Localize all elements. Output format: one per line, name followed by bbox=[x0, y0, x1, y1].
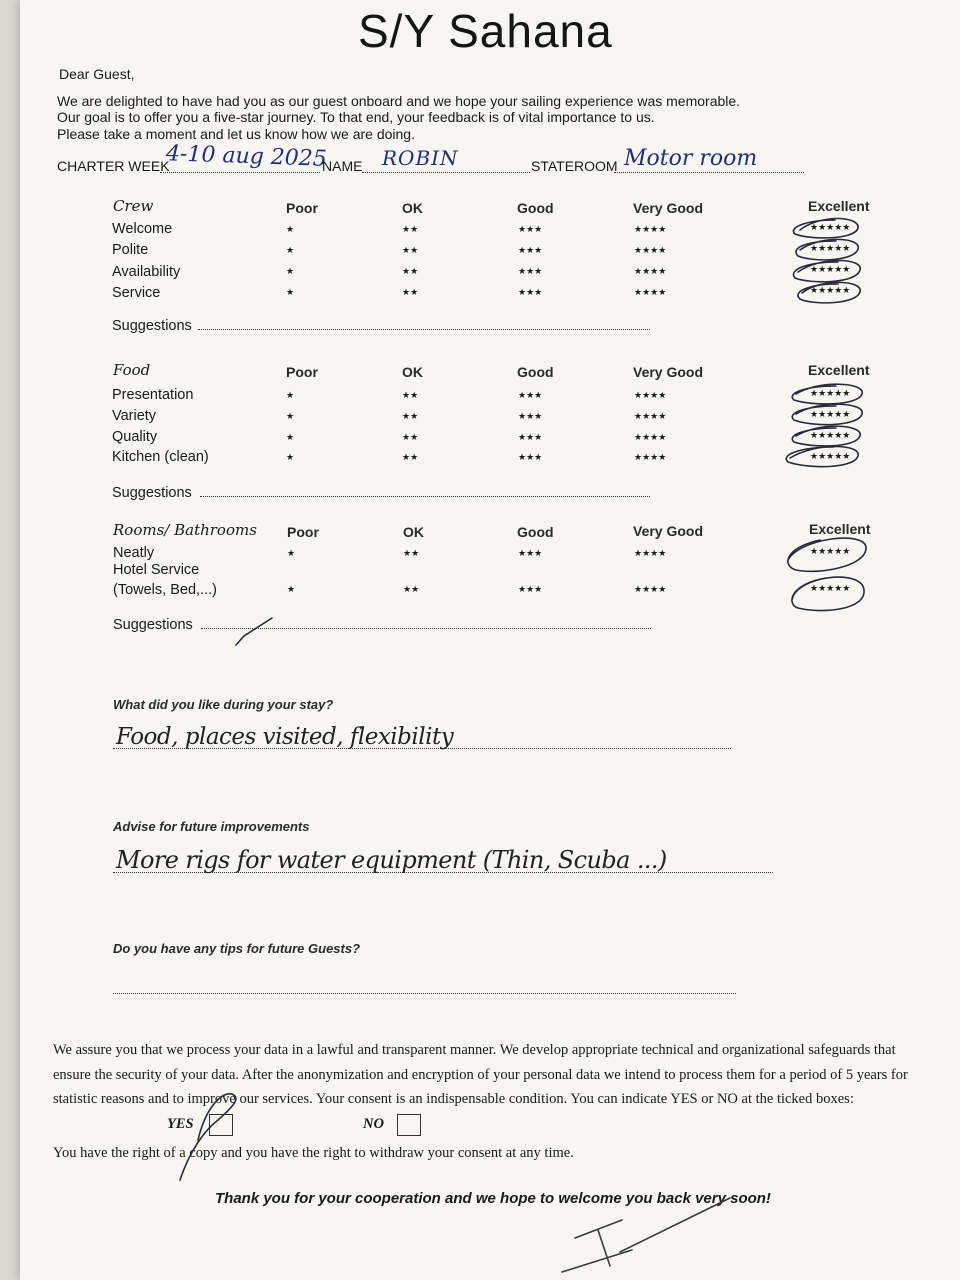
rooms-item-hotel-service: Hotel Service bbox=[113, 562, 200, 578]
legal-line-4: You have the right of a copy and you have the right to withdraw your consent at any time. bbox=[53, 1145, 574, 1161]
tips-answer-line[interactable] bbox=[113, 993, 736, 994]
rooms-item-neatly: Neatly bbox=[113, 545, 155, 561]
greeting: Dear Guest, bbox=[59, 66, 135, 82]
tips-question-label: Do you have any tips for future Guests? bbox=[113, 941, 361, 956]
star-option-good[interactable]: ★★★ bbox=[518, 584, 543, 594]
star-option-ok[interactable]: ★★ bbox=[402, 411, 419, 421]
star-option-good[interactable]: ★★★ bbox=[518, 245, 543, 255]
star-option-very-good[interactable]: ★★★★ bbox=[634, 452, 667, 462]
food-item-kitchen: Kitchen (clean) bbox=[112, 449, 209, 465]
liked-question-label: What did you like during your stay? bbox=[113, 697, 334, 712]
star-option-poor[interactable]: ★ bbox=[286, 266, 295, 276]
star-option-very-good[interactable]: ★★★★ bbox=[634, 390, 667, 400]
food-section-title: Food bbox=[113, 361, 151, 379]
star-option-very-good[interactable]: ★★★★ bbox=[634, 584, 667, 594]
rooms-suggestions-field[interactable] bbox=[201, 628, 651, 629]
food-header-poor: Poor bbox=[286, 364, 318, 380]
yacht-title: S/Y Sahana bbox=[358, 5, 613, 57]
star-option-very-good[interactable]: ★★★★ bbox=[634, 411, 667, 421]
food-header-very-good: Very Good bbox=[633, 364, 704, 380]
star-option-good[interactable]: ★★★ bbox=[518, 390, 543, 400]
rooms-header-poor: Poor bbox=[287, 524, 319, 540]
star-option-ok[interactable]: ★★ bbox=[403, 584, 420, 594]
crew-item-polite: Polite bbox=[112, 242, 149, 258]
closing-message: Thank you for your cooperation and we hope to welcome you back very soon! bbox=[215, 1190, 771, 1207]
star-option-excellent[interactable]: ★★★★★ bbox=[810, 243, 851, 253]
star-option-ok[interactable]: ★★ bbox=[402, 266, 419, 276]
intro-line-3: Please take a moment and let us know how we are doing. bbox=[57, 126, 415, 142]
charter-week-label: CHARTER WEEK bbox=[57, 158, 170, 174]
star-option-poor[interactable]: ★ bbox=[286, 287, 295, 297]
star-option-poor[interactable]: ★ bbox=[286, 452, 295, 462]
legal-line-1: We assure you that we process your data in a lawful and transparent manner. We develop appropriate technical and organizational safeguards that bbox=[53, 1042, 896, 1058]
food-item-quality: Quality bbox=[112, 429, 158, 445]
crew-section-title: Crew bbox=[113, 197, 154, 215]
crew-header-very-good: Very Good bbox=[633, 200, 704, 216]
rooms-header-very-good: Very Good bbox=[633, 523, 704, 539]
intro-line-2: Our goal is to offer you a five-star journey. To that end, your feedback is of vital importance to us. bbox=[57, 109, 655, 125]
star-option-excellent[interactable]: ★★★★★ bbox=[810, 430, 851, 440]
food-suggestions-field[interactable] bbox=[200, 496, 650, 497]
food-header-ok: OK bbox=[402, 364, 423, 380]
rooms-item-towels-bed: (Towels, Bed,...) bbox=[113, 582, 217, 598]
star-option-poor[interactable]: ★ bbox=[286, 245, 295, 255]
consent-no-label: NO bbox=[363, 1116, 384, 1132]
food-suggestions-label: Suggestions bbox=[112, 485, 192, 501]
star-option-good[interactable]: ★★★ bbox=[518, 411, 543, 421]
liked-answer[interactable]: Food, places visited, flexibility bbox=[116, 724, 454, 750]
feedback-form-sheet bbox=[20, 0, 960, 1280]
star-option-poor[interactable]: ★ bbox=[287, 548, 296, 558]
star-option-excellent[interactable]: ★★★★★ bbox=[810, 388, 851, 398]
advise-question-label: Advise for future improvements bbox=[113, 819, 310, 834]
food-item-presentation: Presentation bbox=[112, 387, 194, 403]
star-option-excellent[interactable]: ★★★★★ bbox=[810, 222, 851, 232]
charter-week-value[interactable]: 4-10 aug 2025 bbox=[165, 141, 328, 172]
food-header-good: Good bbox=[517, 364, 554, 380]
star-option-good[interactable]: ★★★ bbox=[518, 266, 543, 276]
name-value[interactable]: ROBIN bbox=[382, 146, 459, 170]
star-option-ok[interactable]: ★★ bbox=[402, 432, 419, 442]
star-option-poor[interactable]: ★ bbox=[286, 390, 295, 400]
crew-header-excellent: Excellent bbox=[808, 198, 870, 214]
star-option-good[interactable]: ★★★ bbox=[518, 432, 543, 442]
rooms-header-excellent: Excellent bbox=[809, 521, 871, 537]
star-option-good[interactable]: ★★★ bbox=[518, 452, 543, 462]
star-option-excellent[interactable]: ★★★★★ bbox=[810, 583, 851, 593]
intro-line-1: We are delighted to have had you as our guest onboard and we hope your sailing experience was memorable. bbox=[57, 93, 741, 109]
food-item-variety: Variety bbox=[112, 408, 157, 424]
crew-item-availability: Availability bbox=[112, 264, 181, 280]
crew-suggestions-field[interactable] bbox=[198, 329, 650, 330]
stateroom-value[interactable]: Motor room bbox=[624, 146, 758, 171]
rooms-section-title: Rooms/ Bathrooms bbox=[113, 521, 257, 539]
rooms-suggestions-label: Suggestions bbox=[113, 617, 193, 633]
star-option-ok[interactable]: ★★ bbox=[402, 287, 419, 297]
rooms-header-ok: OK bbox=[403, 524, 424, 540]
star-option-very-good[interactable]: ★★★★ bbox=[634, 266, 667, 276]
star-option-good[interactable]: ★★★ bbox=[518, 287, 543, 297]
star-option-poor[interactable]: ★ bbox=[286, 411, 295, 421]
star-option-ok[interactable]: ★★ bbox=[402, 245, 419, 255]
consent-no-checkbox[interactable] bbox=[397, 1114, 421, 1136]
star-option-ok[interactable]: ★★ bbox=[402, 390, 419, 400]
crew-header-poor: Poor bbox=[286, 200, 318, 216]
star-option-ok[interactable]: ★★ bbox=[402, 224, 419, 234]
star-option-very-good[interactable]: ★★★★ bbox=[634, 224, 667, 234]
star-option-very-good[interactable]: ★★★★ bbox=[634, 432, 667, 442]
crew-header-ok: OK bbox=[402, 200, 423, 216]
star-option-excellent[interactable]: ★★★★★ bbox=[810, 546, 851, 556]
star-option-excellent[interactable]: ★★★★★ bbox=[810, 264, 851, 274]
star-option-excellent[interactable]: ★★★★★ bbox=[810, 285, 851, 295]
star-option-ok[interactable]: ★★ bbox=[403, 548, 420, 558]
legal-line-2: ensure the security of your data. After the anonymization and encryption of your personal data we intend to process them for a period of 5 years for bbox=[53, 1067, 908, 1083]
star-option-poor[interactable]: ★ bbox=[286, 432, 295, 442]
star-option-very-good[interactable]: ★★★★ bbox=[634, 245, 667, 255]
crew-suggestions-label: Suggestions bbox=[112, 318, 192, 334]
stateroom-label: STATEROOM bbox=[531, 158, 618, 174]
consent-yes-label: YES bbox=[167, 1116, 194, 1132]
star-option-poor[interactable]: ★ bbox=[287, 584, 296, 594]
rooms-header-good: Good bbox=[517, 524, 554, 540]
name-label: NAME bbox=[322, 158, 363, 174]
food-header-excellent: Excellent bbox=[808, 362, 870, 378]
advise-answer[interactable]: More rigs for water equipment (Thin, Scuba ...) bbox=[116, 846, 667, 874]
star-option-very-good[interactable]: ★★★★ bbox=[634, 287, 667, 297]
consent-yes-checkbox[interactable] bbox=[209, 1114, 233, 1136]
legal-line-3: statistic reasons and to improve our services. Your consent is an indispensable condition. You can indicate YES or NO at the ticked boxes: bbox=[53, 1091, 854, 1107]
crew-header-good: Good bbox=[517, 200, 554, 216]
crew-item-welcome: Welcome bbox=[112, 221, 173, 237]
star-option-excellent[interactable]: ★★★★★ bbox=[810, 409, 851, 419]
star-option-excellent[interactable]: ★★★★★ bbox=[810, 451, 851, 461]
star-option-very-good[interactable]: ★★★★ bbox=[634, 548, 667, 558]
star-option-good[interactable]: ★★★ bbox=[518, 224, 543, 234]
star-option-good[interactable]: ★★★ bbox=[518, 548, 543, 558]
star-option-ok[interactable]: ★★ bbox=[402, 452, 419, 462]
crew-item-service: Service bbox=[112, 285, 161, 301]
star-option-poor[interactable]: ★ bbox=[286, 224, 295, 234]
